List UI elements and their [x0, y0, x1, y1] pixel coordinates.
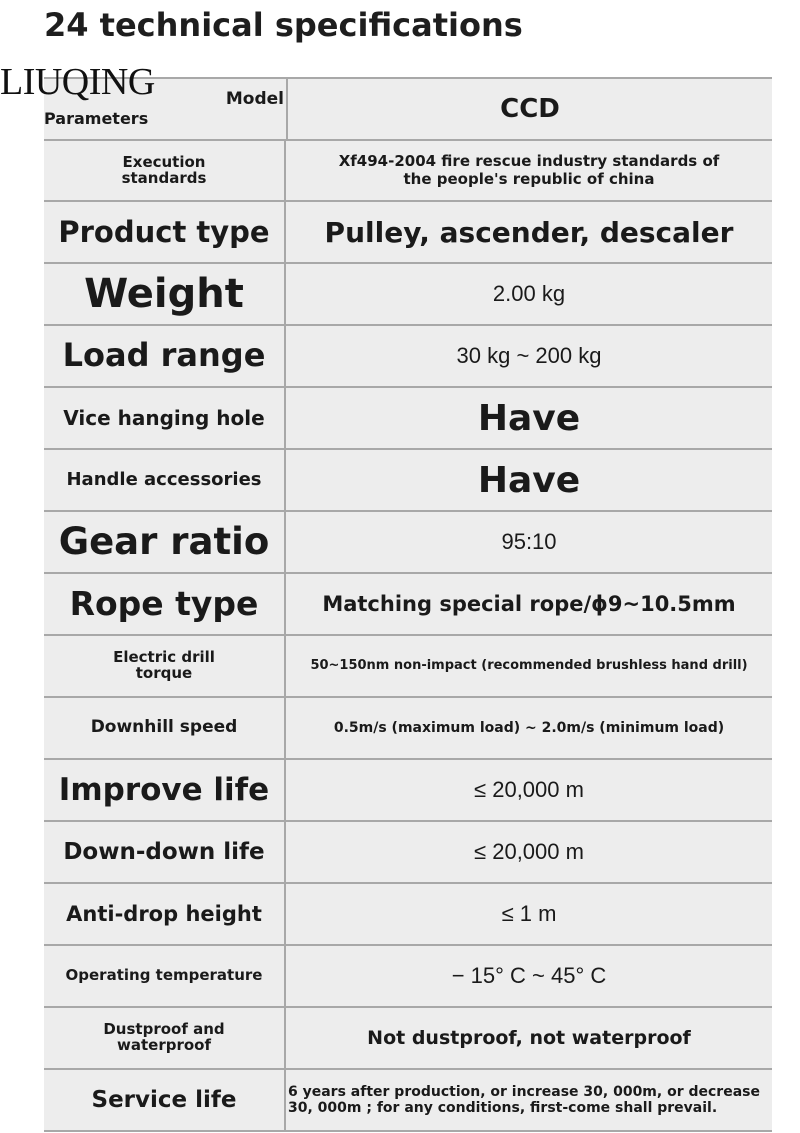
spec-table [44, 77, 772, 1132]
row-value: − 15° C ~ 45° C [286, 946, 772, 1006]
row-value: Have [286, 450, 772, 510]
row-value: Pulley, ascender, descaler [286, 202, 772, 262]
page-title: 24 technical specifications [44, 6, 523, 44]
table-row [44, 450, 772, 512]
row-label: Dustproof and waterproof [44, 1008, 286, 1068]
row-value: ≤ 20,000 m [286, 822, 772, 882]
row-value: Matching special rope/ϕ9~10.5mm [286, 574, 772, 634]
row-value: Not dustproof, not waterproof [286, 1008, 772, 1068]
row-label: Weight [44, 264, 286, 324]
table-row [44, 264, 772, 326]
row-label: Vice hanging hole [44, 388, 286, 448]
row-label: Product type [44, 202, 286, 262]
row-value: Have [286, 388, 772, 448]
row-label: Anti-drop height [44, 884, 286, 944]
table-row [44, 884, 772, 946]
table-row [44, 202, 772, 264]
row-label: Service life [44, 1070, 286, 1130]
table-row [44, 1070, 772, 1132]
row-label: Electric drill torque [44, 636, 286, 696]
row-label: Load range [44, 326, 286, 386]
row-value: ≤ 1 m [286, 884, 772, 944]
row-value: Xf494-2004 fire rescue industry standards of the people's republic of china [286, 141, 772, 200]
table-row [44, 822, 772, 884]
table-row [44, 574, 772, 636]
row-value: 30 kg ~ 200 kg [286, 326, 772, 386]
model-header-label: Model [225, 89, 284, 109]
row-label: Operating temperature [44, 946, 286, 1006]
row-value: 50~150nm non-impact (recommended brushless hand drill) [286, 636, 772, 696]
row-value: 0.5m/s (maximum load) ~ 2.0m/s (minimum load) [286, 698, 772, 758]
brand-watermark: LIUQING [0, 61, 155, 103]
table-row [44, 141, 772, 202]
table-row [44, 636, 772, 698]
row-label: Execution standards [44, 141, 286, 200]
row-label: Rope type [44, 574, 286, 634]
row-label: Gear ratio [44, 512, 286, 572]
row-value: ≤ 20,000 m [286, 760, 772, 820]
parameters-header-label: Parameters [44, 109, 149, 128]
table-row [44, 512, 772, 574]
row-value: 95:10 [286, 512, 772, 572]
row-value: 2.00 kg [286, 264, 772, 324]
row-value: 6 years after production, or increase 30, 000m, or decrease 30, 000m ; for any conditions, first-come shall prevail. [286, 1070, 772, 1130]
table-row [44, 326, 772, 388]
row-label: Handle accessories [44, 450, 286, 510]
row-label: Down-down life [44, 822, 286, 882]
table-row [44, 698, 772, 760]
table-row [44, 946, 772, 1008]
model-value: CCD [288, 79, 772, 139]
table-row [44, 388, 772, 450]
row-label: Downhill speed [44, 698, 286, 758]
table-row [44, 760, 772, 822]
table-row [44, 1008, 772, 1070]
row-label: Improve life [44, 760, 286, 820]
